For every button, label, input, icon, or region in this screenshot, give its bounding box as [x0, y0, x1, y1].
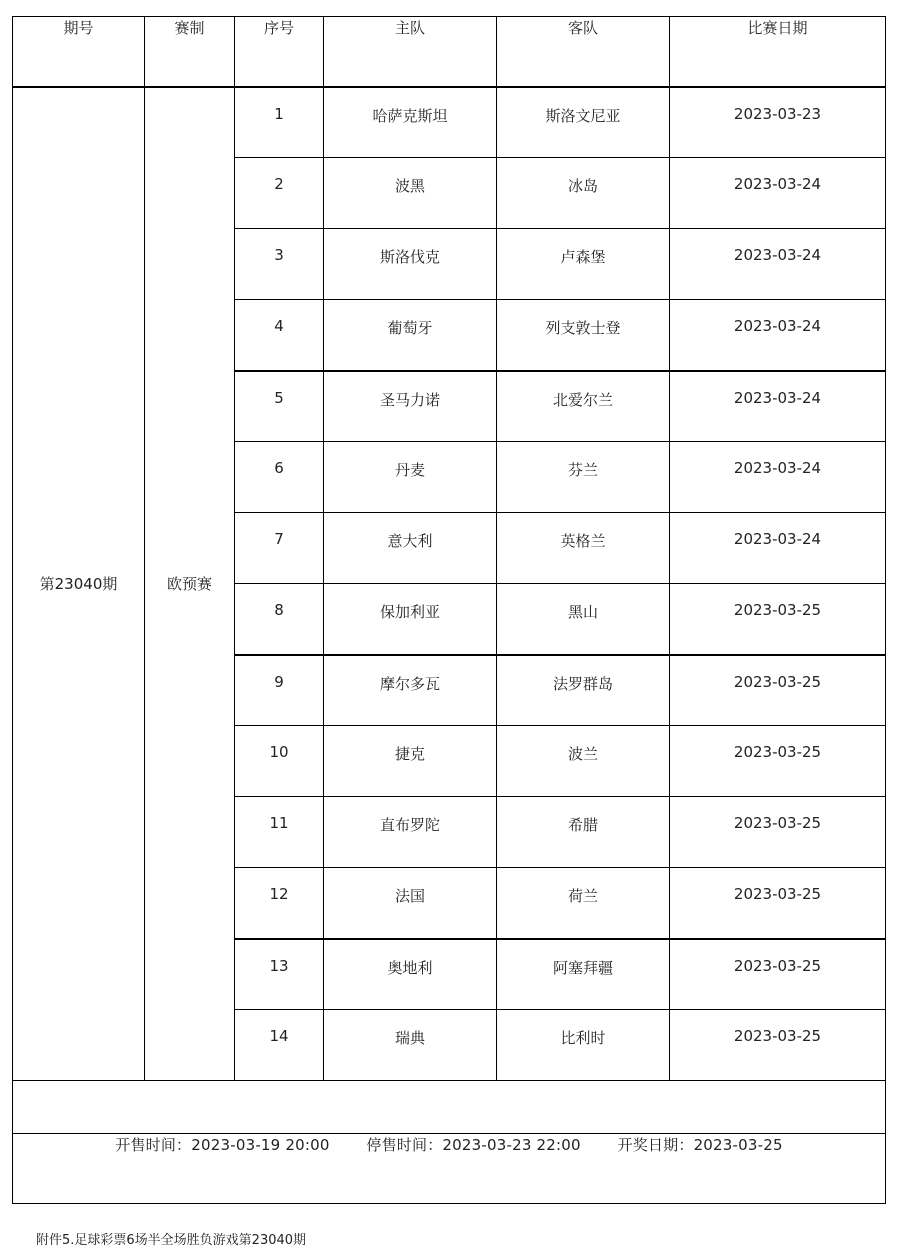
match-date: 2023-03-25 [670, 939, 886, 1010]
match-number: 10 [235, 726, 324, 797]
away-team: 比利时 [497, 1010, 670, 1081]
match-date: 2023-03-25 [670, 1010, 886, 1081]
match-number: 9 [235, 655, 324, 726]
schedule-table [12, 16, 886, 1204]
match-number: 6 [235, 442, 324, 513]
header-row [13, 17, 886, 87]
blank-row [13, 1081, 886, 1134]
match-number: 4 [235, 300, 324, 371]
sale-stop-time: 停售时间：2023-03-23 22:00 [366, 1136, 581, 1154]
match-number: 12 [235, 868, 324, 939]
match-number: 13 [235, 939, 324, 1010]
sale-info [13, 1134, 886, 1204]
home-team: 哈萨克斯坦 [324, 87, 497, 158]
match-number: 2 [235, 158, 324, 229]
document-caption: 附件5.足球彩票6场半全场胜负游戏第23040期 [36, 1233, 307, 1248]
sale-start-time: 开售时间：2023-03-19 20:00 [115, 1136, 330, 1154]
home-team: 保加利亚 [324, 584, 497, 655]
match-date: 2023-03-25 [670, 655, 886, 726]
match-date: 2023-03-25 [670, 797, 886, 868]
away-team: 法罗群岛 [497, 655, 670, 726]
match-date: 2023-03-25 [670, 868, 886, 939]
match-number: 11 [235, 797, 324, 868]
home-team: 波黑 [324, 158, 497, 229]
match-date: 2023-03-25 [670, 726, 886, 797]
away-team: 卢森堡 [497, 229, 670, 300]
header-number: 序号 [235, 17, 324, 87]
match-date: 2023-03-24 [670, 229, 886, 300]
match-date: 2023-03-24 [670, 300, 886, 371]
competition-cell: 欧预赛 [145, 87, 235, 1081]
match-date: 2023-03-24 [670, 158, 886, 229]
home-team: 摩尔多瓦 [324, 655, 497, 726]
draw-date: 开奖日期：2023-03-25 [617, 1136, 783, 1154]
home-team: 意大利 [324, 513, 497, 584]
away-team: 阿塞拜疆 [497, 939, 670, 1010]
home-team: 法国 [324, 868, 497, 939]
match-number: 3 [235, 229, 324, 300]
header-period: 期号 [13, 17, 145, 87]
away-team: 北爱尔兰 [497, 371, 670, 442]
home-team: 圣马力诺 [324, 371, 497, 442]
away-team: 波兰 [497, 726, 670, 797]
match-number: 8 [235, 584, 324, 655]
home-team: 奥地利 [324, 939, 497, 1010]
away-team: 荷兰 [497, 868, 670, 939]
home-team: 丹麦 [324, 442, 497, 513]
home-team: 葡萄牙 [324, 300, 497, 371]
header-match-date: 比赛日期 [670, 17, 886, 87]
match-date: 2023-03-23 [670, 87, 886, 158]
table-row [13, 87, 886, 158]
away-team: 列支敦士登 [497, 300, 670, 371]
away-team: 芬兰 [497, 442, 670, 513]
period-cell: 第23040期 [13, 87, 145, 1081]
away-team: 黑山 [497, 584, 670, 655]
away-team: 希腊 [497, 797, 670, 868]
match-date: 2023-03-24 [670, 513, 886, 584]
match-date: 2023-03-24 [670, 371, 886, 442]
away-team: 斯洛文尼亚 [497, 87, 670, 158]
home-team: 直布罗陀 [324, 797, 497, 868]
away-team: 冰岛 [497, 158, 670, 229]
away-team: 英格兰 [497, 513, 670, 584]
home-team: 斯洛伐克 [324, 229, 497, 300]
match-number: 7 [235, 513, 324, 584]
blank-cell [13, 1081, 886, 1134]
header-away-team: 客队 [497, 17, 670, 87]
header-competition: 赛制 [145, 17, 235, 87]
match-number: 5 [235, 371, 324, 442]
match-date: 2023-03-25 [670, 584, 886, 655]
header-home-team: 主队 [324, 17, 497, 87]
home-team: 瑞典 [324, 1010, 497, 1081]
footer-row [13, 1134, 886, 1204]
home-team: 捷克 [324, 726, 497, 797]
match-date: 2023-03-24 [670, 442, 886, 513]
match-number: 14 [235, 1010, 324, 1081]
match-number: 1 [235, 87, 324, 158]
